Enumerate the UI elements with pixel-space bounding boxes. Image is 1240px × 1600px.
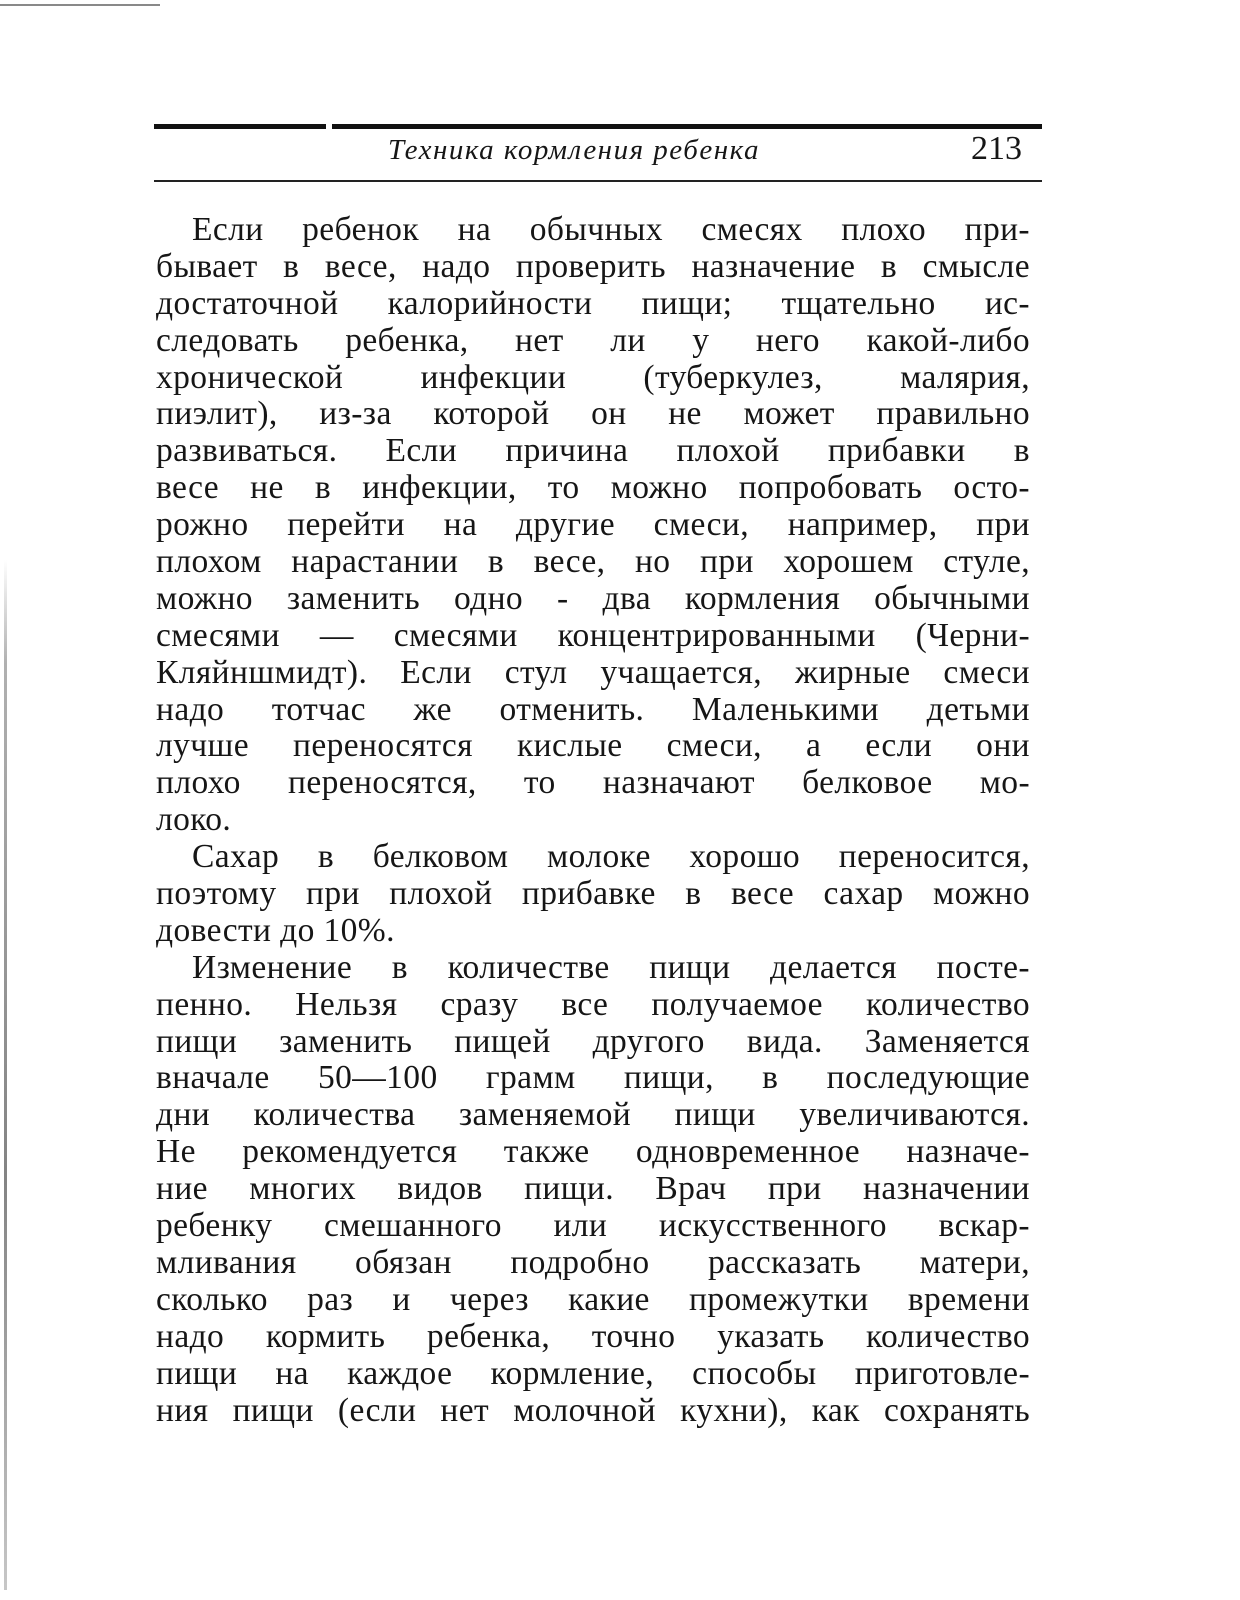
text-line: достаточной калорийности пищи; тщательно ис-: [156, 285, 1030, 322]
text-line: сколько раз и через какие промежутки времени: [156, 1281, 1030, 1318]
text-line: ния пищи (если нет молочной кухни), как сохранять: [156, 1392, 1030, 1429]
text-line: развиваться. Если причина плохой прибавки в: [156, 433, 1030, 470]
text-line: надо тотчас же отменить. Маленькими детьми: [156, 691, 1030, 728]
text-line: Сахар в белковом молоке хорошо переносится,: [192, 839, 1030, 876]
body-text: [156, 212, 1030, 1429]
text-line: пиэлит), из-за которой он не может правильно: [156, 396, 1030, 433]
text-line: пищи на каждое кормление, способы приготовле-: [156, 1355, 1030, 1392]
header-rule-bottom: [154, 180, 1042, 182]
text-line: надо кормить ребенка, точно указать количество: [156, 1318, 1030, 1355]
running-title: Техника кормления ребенка: [388, 134, 760, 166]
page-number: 213: [971, 130, 1022, 167]
text-line: ние многих видов пищи. Врач при назначении: [156, 1171, 1030, 1208]
text-line: смесями — смесями концентрированными (Черни-: [156, 617, 1030, 654]
text-line: Кляйншмидт). Если стул учащается, жирные смеси: [156, 654, 1030, 691]
text-line: хронической инфекции (туберкулез, малярия,: [156, 359, 1030, 396]
text-line: поэтому при плохой прибавке в весе сахар можно: [156, 876, 1030, 913]
page-header: [154, 124, 1042, 182]
scan-artifact-margin: [4, 560, 7, 1590]
text-line: плохо переносятся, то назначают белковое мо-: [156, 765, 1030, 802]
text-line: следовать ребенка, нет ли у него какой-либо: [156, 322, 1030, 359]
text-line: рожно перейти на другие смеси, например, при: [156, 507, 1030, 544]
text-line: лучше переносятся кислые смеси, а если они: [156, 728, 1030, 765]
text-line: довести до 10%.: [156, 912, 395, 949]
text-line: бывает в весе, надо проверить назначение в смысле: [156, 248, 1030, 285]
header-rule-gap: [326, 124, 332, 129]
text-line: мливания обязан подробно рассказать матери,: [156, 1244, 1030, 1281]
text-line: весе не в инфекции, то можно попробовать осто-: [156, 470, 1030, 507]
scan-artifact-top: [0, 4, 160, 6]
text-line: Если ребенок на обычных смесях плохо при-: [192, 212, 1030, 248]
text-line: локо.: [156, 802, 232, 839]
text-line: вначале 50—100 грамм пищи, в последующие: [156, 1060, 1030, 1097]
text-line: пищи заменить пищей другого вида. Заменяется: [156, 1023, 1030, 1060]
text-line: Не рекомендуется также одновременное назначе-: [156, 1134, 1030, 1171]
text-line: Изменение в количестве пищи делается посте-: [192, 949, 1030, 986]
text-line: можно заменить одно - два кормления обычными: [156, 580, 1030, 617]
header-rule-top: [154, 124, 1042, 129]
text-line: ребенку смешанного или искусственного вскар-: [156, 1208, 1030, 1245]
text-line: пенно. Нельзя сразу все получаемое количество: [156, 986, 1030, 1023]
text-line: дни количества заменяемой пищи увеличиваются.: [156, 1097, 1030, 1134]
text-line: плохом нарастании в весе, но при хорошем стуле,: [156, 544, 1030, 581]
